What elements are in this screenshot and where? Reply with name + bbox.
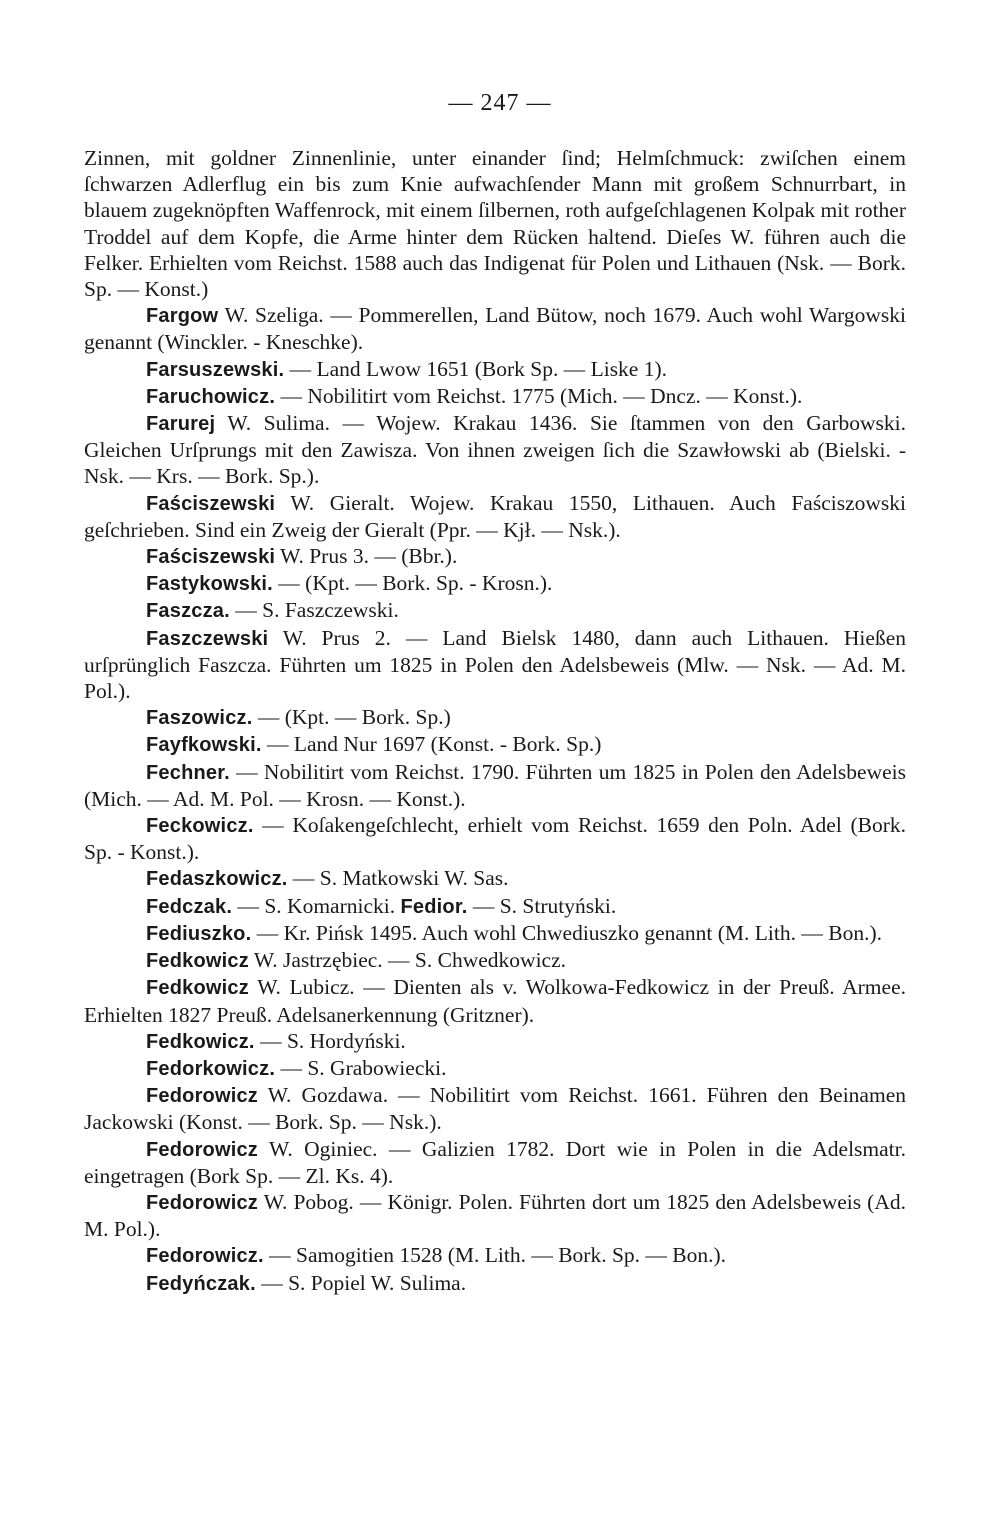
entry-text: — Nobilitirt vom Reichst. 1790. Führten um 1825 in Polen den Adelsbeweis (Mich. — Ad. M. Pol. — Krosn. — Konst.). bbox=[84, 759, 906, 811]
entry-name: Faszowicz. bbox=[146, 707, 253, 730]
entry-text: — S. Komarnicki. bbox=[232, 893, 396, 918]
entry-text: — Koſakengeſchlecht, erhielt vom Reichst. 1659 den Poln. Adel (Bork. Sp. - Konst.). bbox=[84, 813, 906, 865]
entry-text: — Kr. Pińsk 1495. Auch wohl Chwediuszko genannt (M. Lith. — Bon.). bbox=[251, 920, 882, 945]
entry-name: Faściszewski bbox=[146, 492, 276, 515]
entry-text: W. Oginiec. — Galizien 1782. Dort wie in Polen in die Adelsmatr. eingetragen (Bork Sp. — Zl. Ks. 4). bbox=[84, 1136, 906, 1188]
entry-name: Faruchowicz. bbox=[146, 385, 276, 408]
entry-text: W. Lubicz. — Dienten als v. Wolkowa-Fedkowicz in der Preuß. Armee. Erhielten 1827 Preuß. Adelsanerkennung (Gritzner). bbox=[84, 975, 906, 1027]
entry bbox=[84, 410, 906, 490]
entry-text: W. Gieralt. Wojew. Krakau 1550, Lithauen. Auch Faściszowski geſchrieben. Sind ein Zweig der Gieralt (Ppr. — Kjł. — Nsk.). bbox=[84, 490, 906, 542]
entry-name: Fedorkowicz. bbox=[146, 1057, 276, 1080]
entry bbox=[84, 1242, 906, 1269]
entry-name: Fedczak. bbox=[146, 895, 233, 918]
entry-text: — Nobilitirt vom Reichst. 1775 (Mich. — Dncz. — Konst.). bbox=[275, 383, 803, 408]
entry-text: — S. Popiel W. Sulima. bbox=[255, 1270, 467, 1295]
entry bbox=[84, 920, 906, 947]
entry bbox=[84, 1055, 906, 1082]
entry-name: Farurej bbox=[146, 413, 216, 436]
entry bbox=[84, 731, 906, 758]
entry bbox=[84, 543, 906, 570]
entry-name: Fedorowicz bbox=[146, 1138, 259, 1161]
entry bbox=[84, 974, 906, 1027]
entry-text: W. Szeliga. — Pommerellen, Land Bütow, noch 1679. Auch wohl Wargowski genannt (Winckler. - Kneschke). bbox=[84, 303, 906, 355]
entry bbox=[84, 759, 906, 812]
entry-name: Feckowicz. bbox=[146, 815, 254, 838]
entry-text: — S. Grabowiecki. bbox=[275, 1055, 447, 1080]
entry-text: — S. Hordyński. bbox=[254, 1028, 406, 1053]
entry-text: W. Pobog. — Königr. Polen. Führten dort um 1825 den Adelsbeweis (Ad. M. Pol.). bbox=[84, 1189, 906, 1242]
entry-name-secondary: Fedior. bbox=[400, 895, 468, 918]
entry bbox=[84, 1136, 906, 1189]
entry-name: Faszczewski bbox=[146, 627, 269, 650]
entry-text: — S. Faszczewski. bbox=[229, 598, 399, 623]
entry-name: Fargow bbox=[146, 305, 219, 328]
entry-text: W. Jastrzębiec. — S. Chwedkowicz. bbox=[248, 948, 566, 973]
entry-name: Fedkowicz bbox=[146, 977, 249, 1000]
entry-name: Fediuszko. bbox=[146, 922, 252, 945]
entry bbox=[84, 570, 906, 597]
entry-text: W. Prus 2. — Land Bielsk 1480, dann auch Lithauen. Hießen urſprünglich Faszcza. Führten um 1825 in Polen den Adelsbeweis (Mlw. — Nsk. — Ad. M. Pol.). bbox=[84, 625, 906, 704]
entry-text: W. Prus 3. — (Bbr.). bbox=[275, 544, 458, 569]
entry-name: Fedorowicz bbox=[146, 1191, 259, 1214]
entry-text: — S. Matkowski W. Sas. bbox=[287, 866, 509, 891]
entry-name: Fedaszkowicz. bbox=[146, 868, 288, 891]
intro-paragraph: Zinnen, mit goldner Zinnenlinie, unter einander ſind; Helmſchmuck: zwiſchen einem ſchwarzen Adlerflug ein bis zum Knie aufwachſender Mann mit großem Schnurrbart, in blauem zugeknöpften Waffenrock, mit einem ſilbernen, roth aufgeſchlagenen Kolpak mit rother Troddel auf dem Kopfe, die Arme hinter dem Rücken haltend. Dieſes W. führen auch die Felker. Erhielten vom Reichst. 1588 auch das Indigenat für Polen und Lithauen (Nsk. — Bork. Sp. — Konst.) bbox=[84, 146, 906, 302]
entry-name: Farsuszewski. bbox=[146, 358, 285, 381]
entry-name: Fayfkowski. bbox=[146, 734, 262, 757]
entry bbox=[84, 625, 906, 705]
entry-text-secondary: — S. Strutyński. bbox=[467, 893, 617, 918]
entry-name: Fedyńczak. bbox=[146, 1272, 256, 1295]
entry bbox=[84, 1189, 906, 1242]
entry bbox=[84, 704, 906, 731]
entry-text: — (Kpt. — Bork. Sp. - Krosn.). bbox=[272, 571, 553, 596]
entry bbox=[84, 812, 906, 865]
entry-text: W. Sulima. — Wojew. Krakau 1436. Sie ſtammen von den Garbowski. Gleichen Urſprungs mit den Zawisza. Von ihnen zweigen ſich die Szawłowski ab (Bielski. - Nsk. — Krs. — Bork. Sp.). bbox=[84, 411, 906, 489]
entry bbox=[84, 490, 906, 543]
entry-text: — (Kpt. — Bork. Sp.) bbox=[252, 705, 451, 730]
entry-text: — Land Nur 1697 (Konst. - Bork. Sp.) bbox=[261, 732, 602, 757]
entry-name: Fedorowicz bbox=[146, 1085, 259, 1108]
entry-name: Fedorowicz. bbox=[146, 1245, 264, 1268]
entry-text: — Samogitien 1528 (M. Lith. — Bork. Sp. — Bon.). bbox=[263, 1243, 727, 1268]
entry-name: Fedkowicz. bbox=[146, 1030, 255, 1053]
entry bbox=[84, 865, 906, 892]
entry bbox=[84, 356, 906, 383]
entry-name: Faściszewski bbox=[146, 546, 276, 569]
entry bbox=[84, 302, 906, 355]
entry-name: Fastykowski. bbox=[146, 573, 273, 596]
entry-text: — Land Lwow 1651 (Bork Sp. — Liske 1). bbox=[284, 356, 668, 381]
entry-name: Fechner. bbox=[146, 761, 230, 784]
entry-text: W. Gozdawa. — Nobilitirt vom Reichst. 1661. Führen den Beinamen Jackowski (Konst. — Bork. Sp. — Nsk.). bbox=[84, 1083, 906, 1135]
entry bbox=[84, 1028, 906, 1055]
page-text bbox=[84, 145, 906, 1297]
page-number: — 247 — bbox=[448, 90, 552, 116]
entry bbox=[84, 597, 906, 624]
entry-name: Faszcza. bbox=[146, 600, 230, 623]
entry bbox=[84, 383, 906, 410]
entry bbox=[84, 947, 906, 974]
entry bbox=[84, 1082, 906, 1135]
entry bbox=[84, 893, 906, 920]
entry bbox=[84, 1270, 906, 1297]
entry-name: Fedkowicz bbox=[146, 950, 249, 973]
